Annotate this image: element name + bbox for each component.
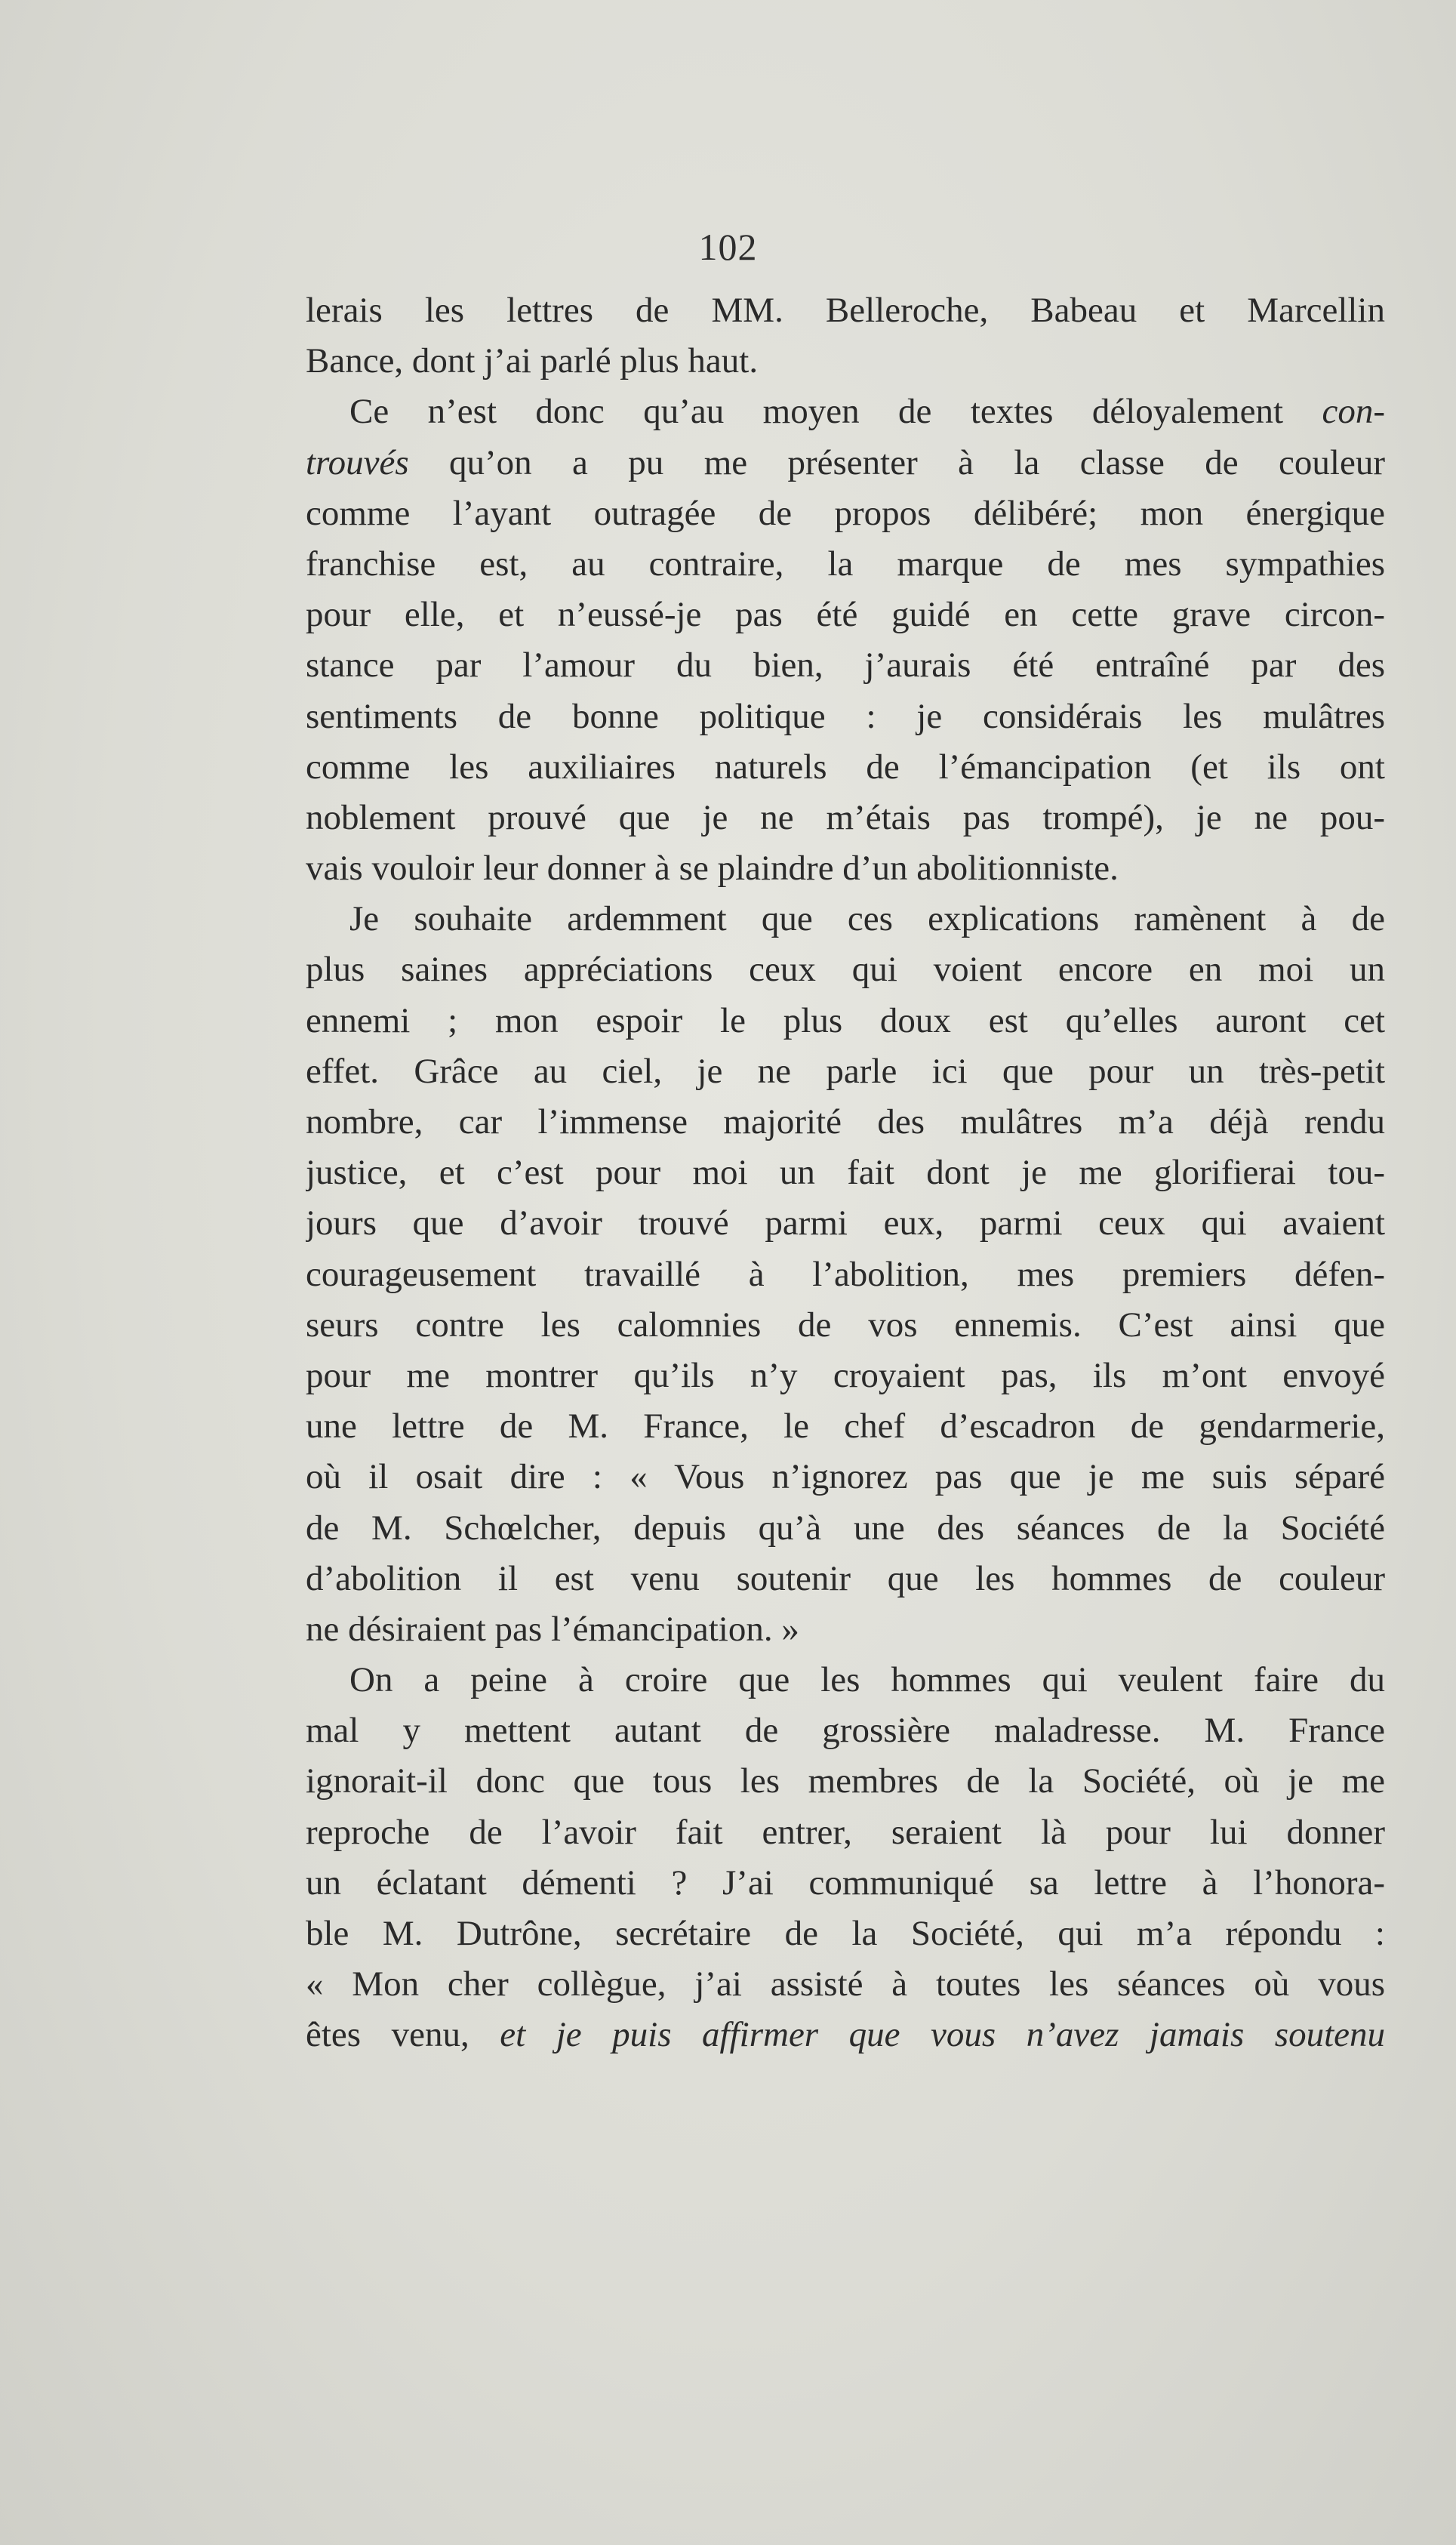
text-line [306,1148,1385,1198]
line-text: vais vouloir leur donner à se plaindre d’un abolitionniste. [306,849,1119,889]
text-line [306,1452,1385,1502]
text-line [306,1909,1385,1959]
line-text: ble M. Dutrône, secrétaire de la Société, qui m’a répondu : [306,1914,1385,1953]
text-line [306,1705,1385,1756]
text-line [306,1554,1385,1604]
text-line [306,488,1385,539]
text-line [306,539,1385,590]
line-text: où il osait dire : « Vous n’ignorez pas que je me suis séparé [306,1457,1385,1497]
line-text: plus saines appréciations ceux qui voient encore en moi un [306,950,1385,990]
text-line [306,1401,1385,1452]
text-line [306,894,1385,944]
text-line [306,1756,1385,1807]
text-line [306,1097,1385,1148]
line-text: nombre, car l’immense majorité des mulâtres m’a déjà rendu [306,1102,1385,1142]
line-text: ennemi ; mon espoir le plus doux est qu’elles auront cet [306,1000,1385,1040]
line-text: sentiments de bonne politique : je considérais les mulâtres [306,696,1385,736]
text-line [306,1198,1385,1249]
line-text: pour me montrer qu’ils n’y croyaient pas, ils m’ont envoyé [306,1355,1385,1395]
text-line [306,793,1385,843]
line-text: lerais les lettres de MM. Belleroche, Babeau et Marcellin [306,291,1385,330]
text-line [306,590,1385,640]
line-text: « Mon cher collègue, j’ai assisté à toutes les séances où vous [306,1964,1385,2004]
line-text: ignorait-il donc que tous les membres de la Société, où je me [306,1761,1385,1801]
line-text: franchise est, au contraire, la marque de mes sympathies [306,544,1385,584]
line-text: de M. Schœlcher, depuis qu’à une des séances de la Société [306,1508,1385,1548]
line-text: Bance, dont j’ai parlé plus haut. [306,341,759,381]
text-line [306,1300,1385,1351]
line-text: qu’on a pu me présenter à la classe de couleur [408,442,1385,482]
line-text: justice, et c’est pour moi un fait dont je me glorifierai tou- [306,1153,1385,1193]
text-line [306,1858,1385,1909]
italic-text: et je puis affirmer que vous n’avez jamais soutenu [500,2015,1385,2055]
line-text: Ce n’est donc qu’au moyen de textes déloyalement [349,392,1322,432]
text-line [306,438,1385,488]
line-text: comme l’ayant outragée de propos délibéré; mon énergique [306,493,1385,533]
text-line [306,336,1385,387]
line-text: effet. Grâce au ciel, je ne parle ici que pour un très-petit [306,1051,1385,1091]
text-line [306,1604,1385,1655]
text-line [306,1807,1385,1858]
line-text: pour elle, et n’eussé-je pas été guidé en cette grave circon- [306,595,1385,635]
text-line [306,1046,1385,1097]
line-text: une lettre de M. France, le chef d’escadron de gendarmerie, [306,1407,1385,1447]
line-text: seurs contre les calomnies de vos ennemis. C’est ainsi que [306,1305,1385,1345]
text-line [306,285,1385,336]
text-line [306,742,1385,793]
line-text: un éclatant démenti ? J’ai communiqué sa lettre à l’honora- [306,1863,1385,1903]
text-line [306,944,1385,995]
italic-text: trouvés [306,442,409,482]
body-text [306,285,1385,2061]
text-line [306,1655,1385,1705]
text-line [306,1959,1385,2010]
text-line [306,1503,1385,1554]
text-line [306,387,1385,437]
page-number: 102 [698,226,758,268]
italic-text: con- [1322,392,1385,432]
text-line [306,2010,1385,2060]
line-text: noblement prouvé que je ne m’étais pas trompé), je ne pou- [306,797,1385,837]
line-text: stance par l’amour du bien, j’aurais été entraîné par des [306,645,1385,686]
text-line [306,640,1385,691]
line-text: êtes venu, [306,2015,500,2055]
text-line [306,1249,1385,1300]
line-text: reproche de l’avoir fait entrer, seraient là pour lui donner [306,1812,1385,1852]
line-text: courageusement travaillé à l’abolition, mes premiers défen- [306,1254,1385,1294]
text-line [306,996,1385,1046]
line-text: jours que d’avoir trouvé parmi eux, parmi ceux qui avaient [306,1203,1385,1243]
line-text: On a peine à croire que les hommes qui veulent faire du [349,1660,1385,1700]
line-text: Je souhaite ardemment que ces explications ramènent à de [349,899,1385,939]
line-text: ne désiraient pas l’émancipation. » [306,1609,799,1649]
text-line [306,692,1385,742]
line-text: d’abolition il est venu soutenir que les hommes de couleur [306,1558,1385,1598]
line-text: mal y mettent autant de grossière maladresse. M. France [306,1711,1385,1751]
line-text: comme les auxiliaires naturels de l’émancipation (et ils ont [306,747,1385,787]
text-line [306,843,1385,894]
text-line [306,1351,1385,1401]
